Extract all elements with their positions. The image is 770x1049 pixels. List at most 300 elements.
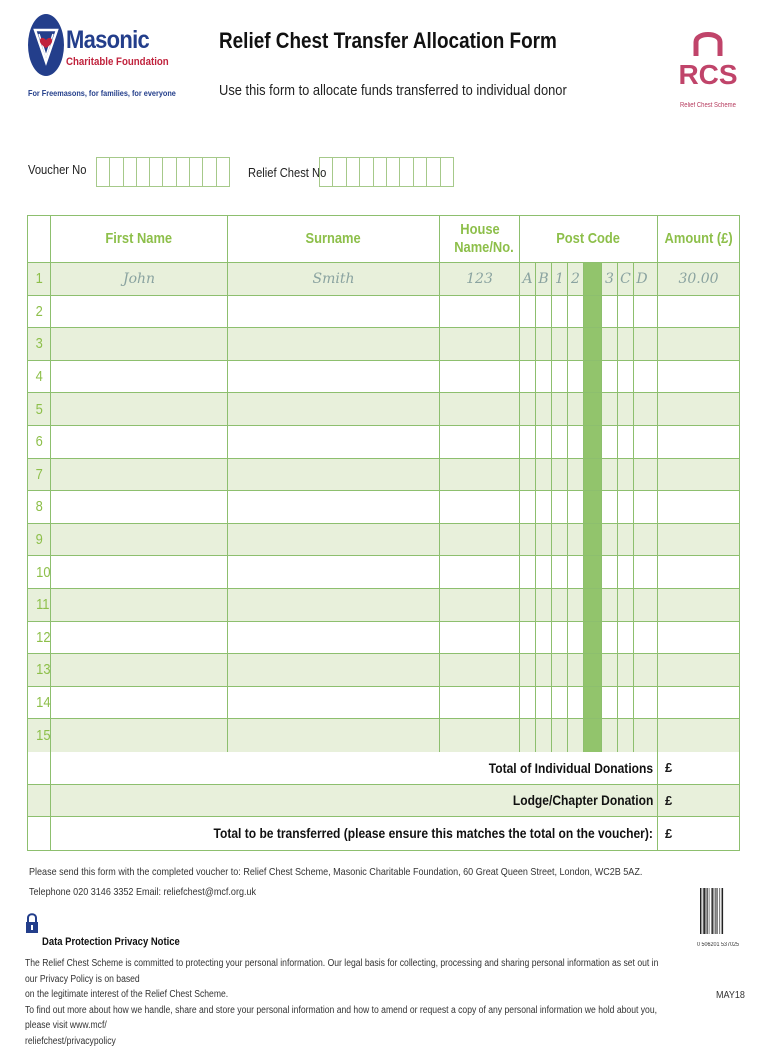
header-num: [28, 216, 51, 262]
row-number-value: 12: [36, 629, 50, 646]
postcode-cell[interactable]: [520, 296, 658, 328]
postcode-char[interactable]: [568, 654, 584, 686]
first-name-cell[interactable]: [51, 296, 228, 328]
house-cell[interactable]: [440, 328, 520, 360]
amount-cell[interactable]: [658, 459, 739, 491]
postcode-cell[interactable]: [520, 491, 658, 523]
masonic-emblem-icon: [26, 12, 66, 78]
surname-cell[interactable]: [228, 328, 440, 360]
house-cell[interactable]: [440, 296, 520, 328]
postcode-separator: [584, 328, 602, 360]
barcode-bar: [722, 888, 723, 934]
voucher-label: Voucher No: [28, 162, 86, 177]
postcode-char[interactable]: [520, 296, 536, 328]
postcode-char[interactable]: [618, 622, 634, 654]
surname-cell[interactable]: [228, 491, 440, 523]
postcode-char[interactable]: [568, 361, 584, 393]
first-name-cell[interactable]: [51, 459, 228, 491]
surname-cell[interactable]: [228, 296, 440, 328]
barcode-bar: [707, 888, 708, 934]
postcode-char[interactable]: [552, 491, 568, 523]
postcode-char[interactable]: [568, 393, 584, 425]
surname-cell[interactable]: [228, 654, 440, 686]
postcode-cell[interactable]: [520, 361, 658, 393]
barcode-bar: [702, 888, 703, 934]
postcode-char[interactable]: [552, 524, 568, 556]
table-row: [28, 426, 739, 459]
row-number: [28, 622, 51, 654]
postcode-char[interactable]: [602, 622, 618, 654]
privacy-title: Data Protection Privacy Notice: [42, 936, 180, 948]
row-number: [28, 328, 51, 360]
postcode-cell[interactable]: [520, 524, 658, 556]
org-tagline: For Freemasons, for families, for everyone: [28, 88, 176, 98]
postcode-char[interactable]: [552, 556, 568, 588]
total-label-text: Lodge/Chapter Donation: [513, 792, 653, 808]
total-row: [28, 817, 739, 850]
postcode-char[interactable]: [520, 654, 536, 686]
row-number-value: 2: [36, 303, 43, 320]
postcode-char[interactable]: [634, 296, 650, 328]
surname-cell-value: Smith: [313, 271, 355, 287]
postcode-char[interactable]: [602, 491, 618, 523]
first-name-cell[interactable]: [51, 361, 228, 393]
postcode-char[interactable]: [568, 426, 584, 458]
amount-cell[interactable]: [658, 491, 739, 523]
postcode-char[interactable]: [618, 719, 634, 752]
postcode-char[interactable]: [536, 687, 552, 719]
total-spacer: [28, 752, 51, 784]
postcode-char[interactable]: [602, 524, 618, 556]
house-cell[interactable]: [440, 491, 520, 523]
house-cell[interactable]: [440, 654, 520, 686]
table-row: [28, 393, 739, 426]
postcode-char[interactable]: [520, 719, 536, 752]
first-name-cell[interactable]: [51, 622, 228, 654]
barcode-bar: [709, 888, 710, 934]
postcode-char[interactable]: [552, 654, 568, 686]
total-amount-field[interactable]: £: [658, 817, 739, 850]
table-row: [28, 263, 739, 296]
row-number: [28, 393, 51, 425]
total-label-text: Total of Individual Donations: [489, 760, 653, 776]
row-number-value: 4: [36, 368, 43, 385]
svg-text:RCS: RCS: [678, 59, 737, 90]
postcode-char[interactable]: [634, 654, 650, 686]
postcode-char[interactable]: D: [634, 263, 650, 295]
amount-cell[interactable]: [658, 589, 739, 621]
postcode-separator: [584, 524, 602, 556]
postcode-char[interactable]: [552, 719, 568, 752]
postcode-separator: [584, 622, 602, 654]
postcode-char[interactable]: [634, 491, 650, 523]
postcode-char[interactable]: [634, 426, 650, 458]
postcode-char[interactable]: [536, 459, 552, 491]
surname-cell[interactable]: [228, 719, 440, 752]
form-version: MAY18: [716, 989, 745, 1001]
house-cell[interactable]: [440, 459, 520, 491]
postcode-char[interactable]: [634, 328, 650, 360]
postcode-char[interactable]: [552, 459, 568, 491]
postcode-char[interactable]: [602, 654, 618, 686]
postcode-char[interactable]: [536, 328, 552, 360]
table-row: [28, 719, 739, 752]
house-cell-value: 123: [466, 271, 493, 287]
house-cell[interactable]: [440, 361, 520, 393]
postcode-cell[interactable]: [520, 393, 658, 425]
row-number: [28, 426, 51, 458]
house-cell[interactable]: [440, 719, 520, 752]
total-label-text: Total to be transferred (please ensure this matches the total on the voucher):: [214, 825, 653, 841]
postcode-char[interactable]: [634, 719, 650, 752]
amount-cell[interactable]: [658, 263, 739, 295]
surname-cell[interactable]: [228, 687, 440, 719]
postcode-char[interactable]: [568, 459, 584, 491]
house-cell[interactable]: [440, 556, 520, 588]
postcode-char[interactable]: [634, 361, 650, 393]
house-cell[interactable]: [440, 426, 520, 458]
amount-cell[interactable]: [658, 426, 739, 458]
postcode-separator: [584, 556, 602, 588]
postcode-char[interactable]: [520, 459, 536, 491]
postcode-char[interactable]: [602, 589, 618, 621]
barcode-bar: [706, 888, 707, 934]
postcode-char[interactable]: [552, 393, 568, 425]
postcode-char[interactable]: [568, 589, 584, 621]
mcf-logo: [22, 12, 172, 102]
postcode-char[interactable]: [618, 393, 634, 425]
first-name-cell[interactable]: [51, 524, 228, 556]
row-number-value: 7: [36, 466, 43, 483]
postcode-cell[interactable]: [520, 459, 658, 491]
rcs-logo: [680, 26, 740, 116]
first-name-cell[interactable]: [51, 687, 228, 719]
first-name-cell[interactable]: [51, 426, 228, 458]
total-spacer: [28, 817, 51, 850]
barcode-bar: [711, 888, 712, 934]
postcode-separator: [584, 491, 602, 523]
amount-cell[interactable]: [658, 296, 739, 328]
row-number: [28, 654, 51, 686]
house-cell[interactable]: [440, 393, 520, 425]
postcode-char[interactable]: [520, 556, 536, 588]
postcode-separator: [584, 654, 602, 686]
row-number-value: 3: [36, 335, 43, 352]
postcode-char[interactable]: [618, 296, 634, 328]
first-name-cell[interactable]: [51, 393, 228, 425]
postcode-char[interactable]: [568, 328, 584, 360]
postcode-char[interactable]: [568, 491, 584, 523]
table-row: [28, 687, 739, 720]
amount-cell[interactable]: [658, 719, 739, 752]
row-number-value: 6: [36, 433, 43, 450]
header-first-name: First Name: [51, 216, 228, 262]
postcode-char[interactable]: [602, 328, 618, 360]
postcode-char[interactable]: [618, 361, 634, 393]
postcode-char[interactable]: [520, 491, 536, 523]
postcode-char[interactable]: [602, 361, 618, 393]
total-row: [28, 752, 739, 785]
first-name-cell[interactable]: [51, 654, 228, 686]
total-spacer: [28, 785, 51, 817]
total-label: [51, 817, 658, 850]
postcode-char[interactable]: [602, 393, 618, 425]
postcode-char[interactable]: [618, 687, 634, 719]
house-cell[interactable]: [440, 263, 520, 295]
postcode-char[interactable]: 3: [602, 263, 618, 295]
row-number: [28, 263, 51, 295]
privacy-line: The Relief Chest Scheme is committed to protecting your personal information. Our legal basis for collecting, processing and sharing personal information as set out in our Privacy Policy is on based: [25, 956, 670, 987]
postcode-char[interactable]: [536, 393, 552, 425]
amount-cell[interactable]: [658, 328, 739, 360]
surname-cell[interactable]: [228, 524, 440, 556]
row-number-value: 5: [36, 401, 43, 418]
first-name-cell-value: John: [123, 271, 155, 287]
postcode-char[interactable]: [568, 524, 584, 556]
postcode-char[interactable]: [602, 426, 618, 458]
total-row: [28, 785, 739, 818]
rcs-caption: Relief Chest Scheme: [680, 102, 733, 109]
postcode-char[interactable]: [618, 491, 634, 523]
postcode-separator: [584, 393, 602, 425]
relief-chest-number-boxes[interactable]: [319, 157, 454, 187]
row-number-value: 13: [36, 661, 50, 678]
amount-cell[interactable]: [658, 524, 739, 556]
postcode-char[interactable]: [520, 589, 536, 621]
postcode-char[interactable]: [634, 556, 650, 588]
postcode-char[interactable]: [618, 589, 634, 621]
postcode-char[interactable]: [536, 296, 552, 328]
postcode-cell[interactable]: [520, 589, 658, 621]
surname-cell[interactable]: [228, 393, 440, 425]
surname-cell[interactable]: [228, 426, 440, 458]
postcode-char[interactable]: [634, 687, 650, 719]
barcode: [700, 888, 740, 934]
row-number-value: 9: [36, 531, 43, 548]
postcode-char[interactable]: [552, 296, 568, 328]
voucher-number-boxes[interactable]: [96, 157, 230, 187]
barcode-bar: [703, 888, 705, 934]
barcode-bar: [719, 888, 720, 934]
postcode-char[interactable]: [568, 296, 584, 328]
amount-cell-value: 30.00: [678, 271, 718, 287]
postcode-char[interactable]: [618, 654, 634, 686]
header-surname: Surname: [228, 216, 440, 262]
postcode-char[interactable]: A: [520, 263, 536, 295]
postcode-separator: [584, 361, 602, 393]
total-amount-field[interactable]: £: [658, 752, 739, 784]
lock-icon: [25, 912, 39, 934]
postcode-char[interactable]: [536, 524, 552, 556]
row-number: [28, 719, 51, 752]
postcode-char[interactable]: [618, 328, 634, 360]
postcode-cell[interactable]: [520, 622, 658, 654]
postcode-char[interactable]: [552, 426, 568, 458]
first-name-cell[interactable]: [51, 328, 228, 360]
surname-cell[interactable]: [228, 556, 440, 588]
allocation-table: [27, 215, 740, 851]
row-number-value: 1: [36, 270, 43, 287]
postcode-char[interactable]: [552, 589, 568, 621]
barcode-bar: [721, 888, 722, 934]
postcode-cell[interactable]: [520, 263, 658, 295]
org-name: Masonic: [66, 26, 149, 55]
postcode-char[interactable]: [536, 426, 552, 458]
row-number: [28, 296, 51, 328]
amount-cell[interactable]: [658, 654, 739, 686]
barcode-number: 0 506201 537025: [697, 942, 739, 948]
table-row: [28, 491, 739, 524]
table-row: [28, 556, 739, 589]
postcode-char[interactable]: [602, 719, 618, 752]
postcode-separator: [584, 263, 602, 295]
total-label: [51, 752, 658, 784]
postcode-char[interactable]: [618, 459, 634, 491]
postcode-char[interactable]: [602, 296, 618, 328]
row-number: [28, 459, 51, 491]
table-row: [28, 524, 739, 557]
total-amount-field[interactable]: £: [658, 785, 739, 817]
amount-cell[interactable]: [658, 361, 739, 393]
postcode-char[interactable]: [520, 426, 536, 458]
amount-cell[interactable]: [658, 393, 739, 425]
postcode-char[interactable]: [602, 687, 618, 719]
postcode-char[interactable]: [568, 687, 584, 719]
rcs-padlock-icon: [680, 26, 736, 100]
row-number-value: 14: [36, 694, 50, 711]
form-title: Relief Chest Transfer Allocation Form: [219, 28, 557, 54]
postcode-char[interactable]: [634, 524, 650, 556]
first-name-cell[interactable]: [51, 556, 228, 588]
row-number-value: 11: [36, 596, 49, 613]
table-row: [28, 589, 739, 622]
postcode-char[interactable]: [634, 589, 650, 621]
amount-cell[interactable]: [658, 556, 739, 588]
first-name-cell[interactable]: [51, 589, 228, 621]
postcode-char[interactable]: C: [618, 263, 634, 295]
postcode-char[interactable]: B: [536, 263, 552, 295]
house-cell[interactable]: [440, 687, 520, 719]
postcode-cell[interactable]: [520, 719, 658, 752]
postcode-char[interactable]: [618, 524, 634, 556]
first-name-cell[interactable]: [51, 491, 228, 523]
postcode-char[interactable]: [536, 719, 552, 752]
row-number: [28, 687, 51, 719]
postcode-char[interactable]: [634, 459, 650, 491]
privacy-text: [25, 956, 670, 1049]
row-number-value: 15: [36, 727, 50, 744]
header-amount: Amount (£): [658, 216, 739, 262]
row-number: [28, 524, 51, 556]
postcode-cell[interactable]: [520, 654, 658, 686]
postcode-char[interactable]: [520, 393, 536, 425]
postcode-char[interactable]: [536, 654, 552, 686]
postcode-char[interactable]: [552, 622, 568, 654]
surname-cell[interactable]: [228, 622, 440, 654]
postcode-separator: [584, 719, 602, 752]
postcode-char[interactable]: [568, 719, 584, 752]
postcode-cell[interactable]: [520, 426, 658, 458]
privacy-line: on the legitimate interest of the Relief Chest Scheme.: [25, 987, 670, 1003]
relief-chest-label: Relief Chest No: [248, 165, 326, 180]
barcode-bar: [717, 888, 718, 934]
postcode-char[interactable]: [536, 622, 552, 654]
first-name-cell[interactable]: [51, 263, 228, 295]
postcode-char[interactable]: [536, 556, 552, 588]
header-postcode: Post Code: [520, 216, 658, 262]
first-name-cell[interactable]: [51, 719, 228, 752]
row-number: [28, 361, 51, 393]
org-subname: Charitable Foundation: [66, 56, 169, 68]
surname-cell[interactable]: [228, 459, 440, 491]
amount-cell[interactable]: [658, 687, 739, 719]
postcode-char[interactable]: [520, 622, 536, 654]
postcode-char[interactable]: [520, 328, 536, 360]
row-number-value: 8: [36, 498, 43, 515]
row-number: [28, 556, 51, 588]
postcode-char[interactable]: [618, 556, 634, 588]
table-header: [28, 216, 739, 263]
postcode-char[interactable]: [552, 328, 568, 360]
postcode-char[interactable]: [602, 459, 618, 491]
house-cell[interactable]: [440, 524, 520, 556]
postcode-char[interactable]: 1: [552, 263, 568, 295]
row-number: [28, 589, 51, 621]
postcode-cell[interactable]: [520, 556, 658, 588]
postcode-char[interactable]: 2: [568, 263, 584, 295]
privacy-line: To find out more about how we handle, share and store your personal information and how to amend or request a copy of any personal information we hold about you, please visit www.mcf/: [25, 1003, 670, 1034]
postcode-char[interactable]: [520, 361, 536, 393]
barcode-bar: [700, 888, 701, 934]
postcode-char[interactable]: [568, 556, 584, 588]
postcode-separator: [584, 589, 602, 621]
postcode-separator: [584, 426, 602, 458]
house-cell[interactable]: [440, 589, 520, 621]
surname-cell[interactable]: [228, 589, 440, 621]
house-cell[interactable]: [440, 622, 520, 654]
barcode-bar: [715, 888, 716, 934]
postcode-char[interactable]: [602, 556, 618, 588]
barcode-bar: [714, 888, 715, 934]
postcode-char[interactable]: [618, 426, 634, 458]
amount-cell[interactable]: [658, 622, 739, 654]
table-row: [28, 361, 739, 394]
postcode-char[interactable]: [634, 393, 650, 425]
surname-cell[interactable]: [228, 263, 440, 295]
row-number: [28, 491, 51, 523]
postcode-char[interactable]: [520, 524, 536, 556]
row-number-value: 10: [36, 564, 50, 581]
table-row: [28, 328, 739, 361]
postcode-cell[interactable]: [520, 328, 658, 360]
total-label: [51, 785, 658, 817]
postcode-cell[interactable]: [520, 687, 658, 719]
postcode-char[interactable]: [520, 687, 536, 719]
send-instructions: Please send this form with the completed voucher to: Relief Chest Scheme, Masonic Charitable Foundation, 60 Great Queen Street, London, WC2B 5AZ.: [29, 866, 642, 878]
postcode-separator: [584, 296, 602, 328]
postcode-char[interactable]: [536, 361, 552, 393]
postcode-char[interactable]: [552, 361, 568, 393]
postcode-char[interactable]: [552, 687, 568, 719]
postcode-char[interactable]: [536, 589, 552, 621]
barcode-bar: [712, 888, 713, 934]
postcode-char[interactable]: [536, 491, 552, 523]
postcode-char[interactable]: [634, 622, 650, 654]
postcode-separator: [584, 459, 602, 491]
postcode-char[interactable]: [568, 622, 584, 654]
surname-cell[interactable]: [228, 361, 440, 393]
privacy-line: reliefchest/privacypolicy: [25, 1034, 670, 1049]
